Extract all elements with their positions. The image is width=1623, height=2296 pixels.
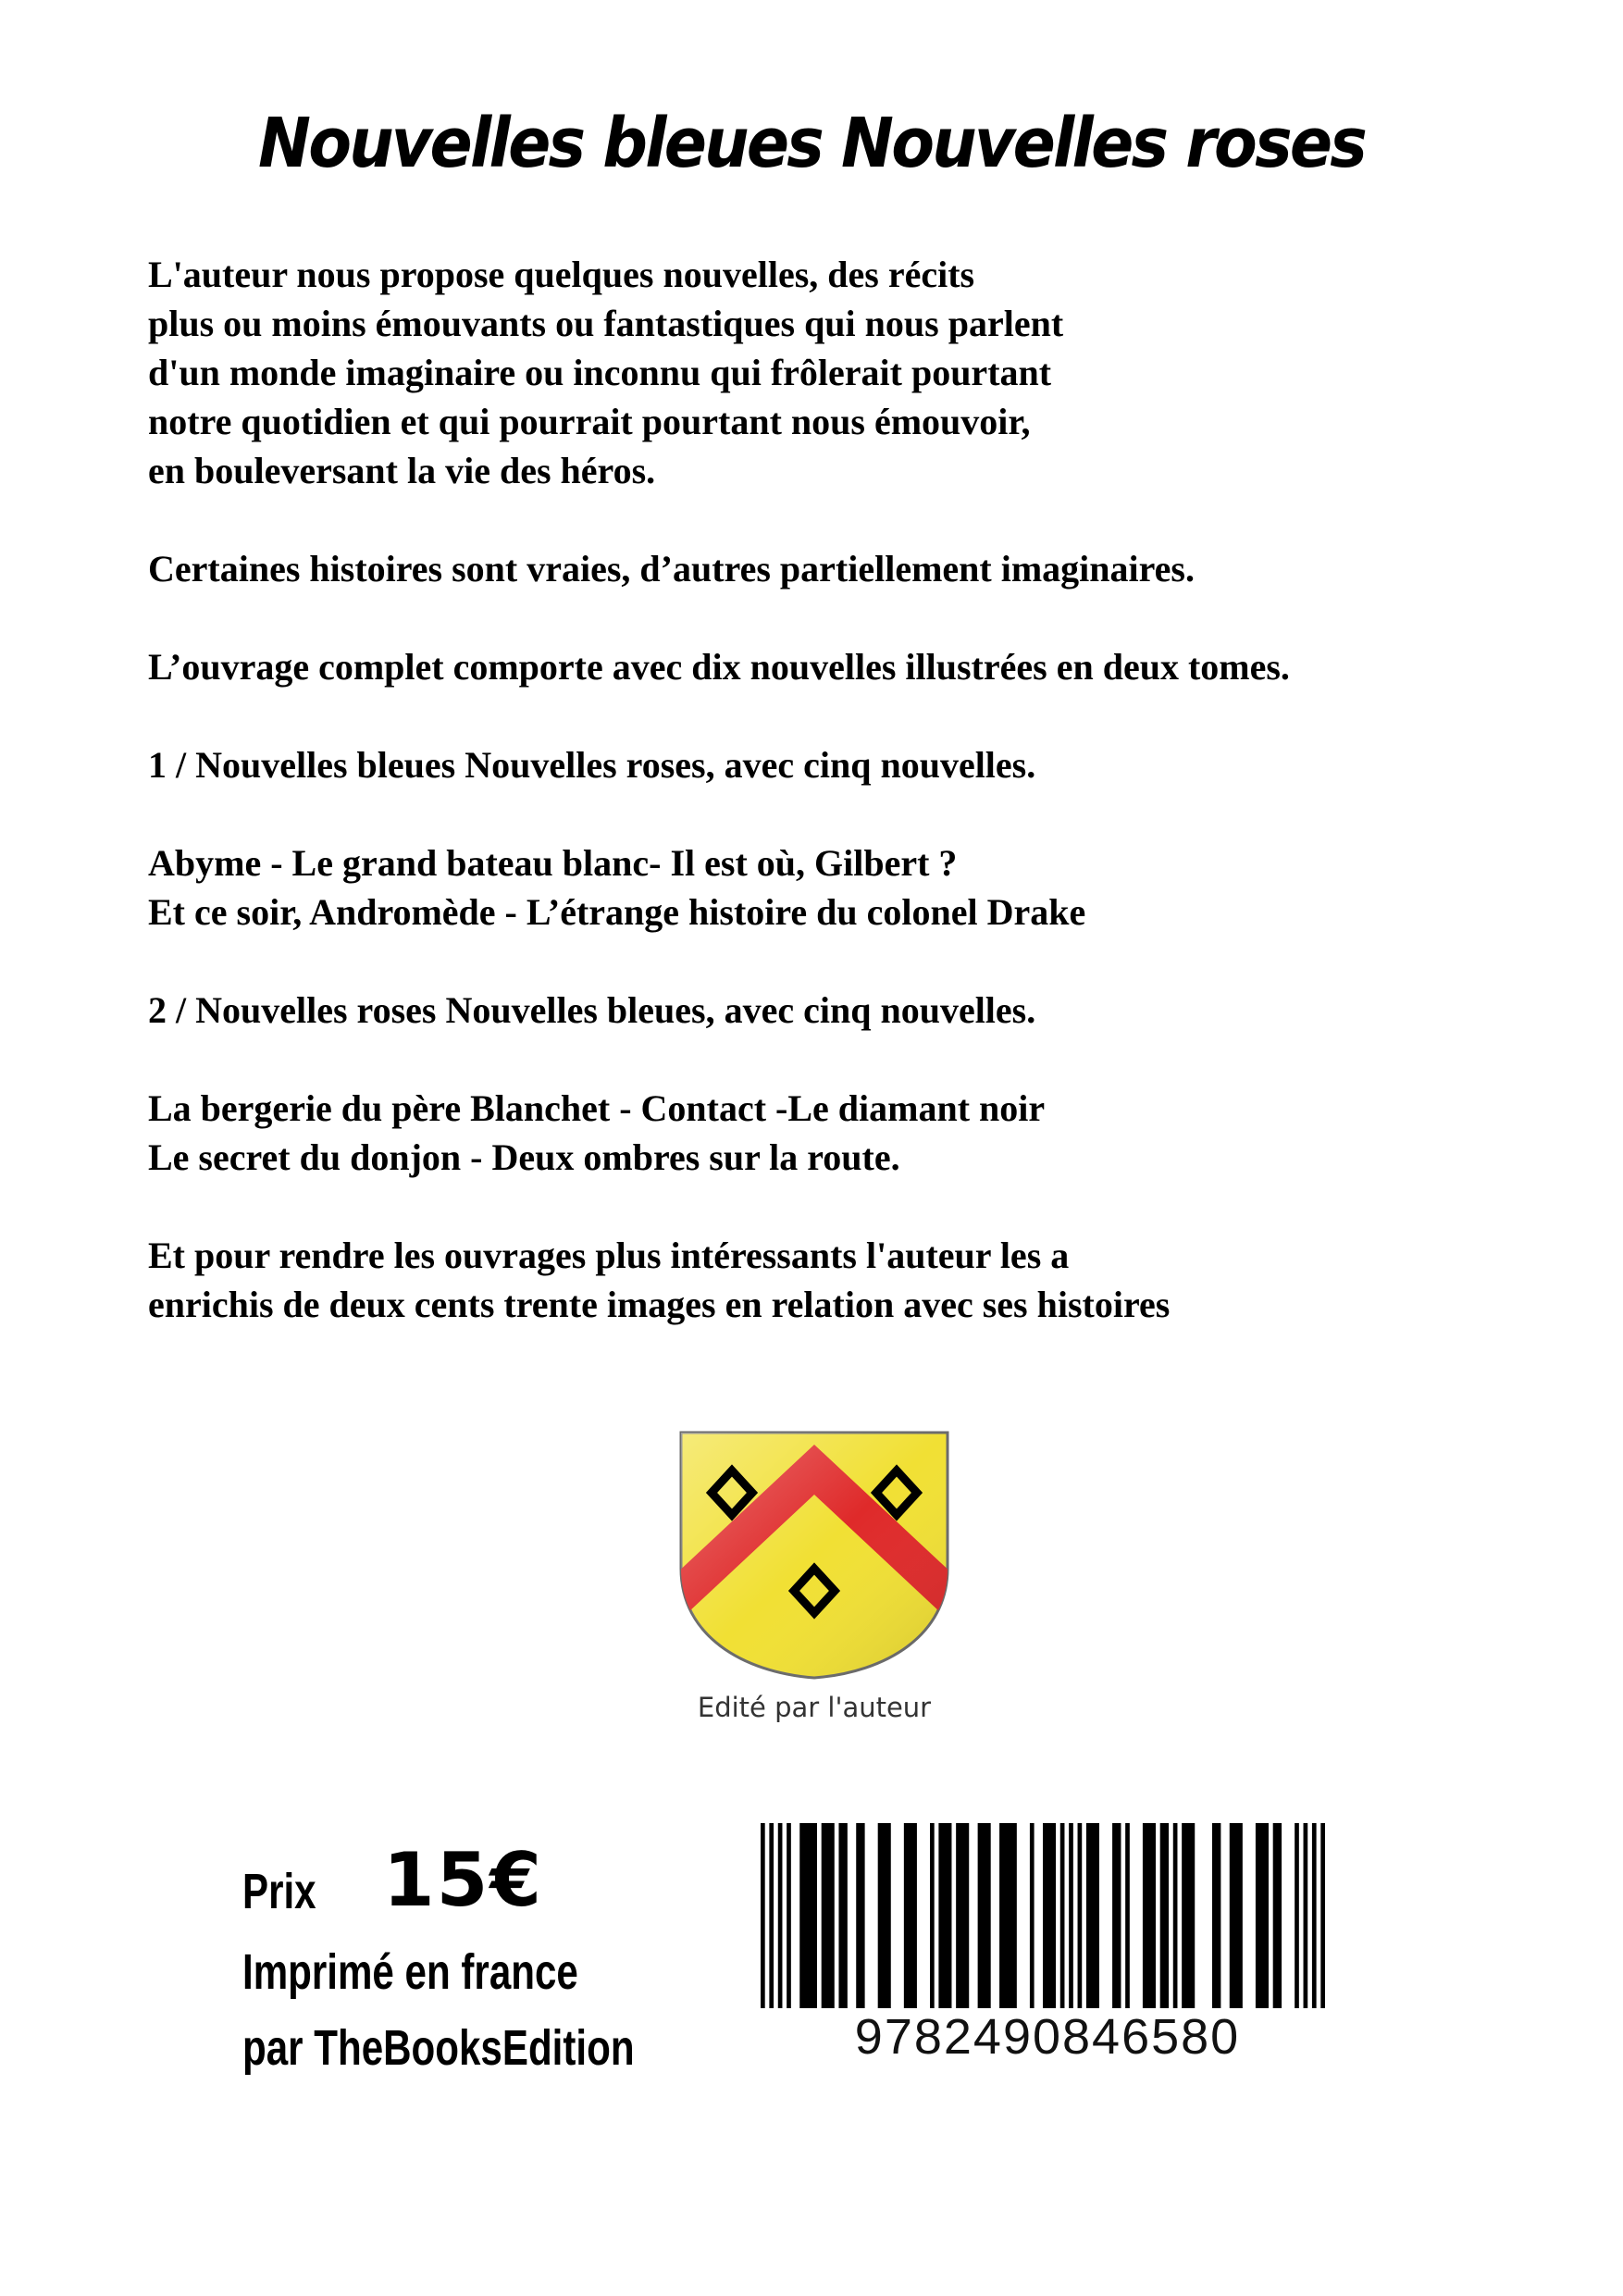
barcode-bar [999,1823,1017,2008]
paragraph-complete-work [148,642,1555,691]
barcode-bar [956,1823,969,2008]
text-line: 2 / Nouvelles roses Nouvelles bleues, avec cinq nouvelles. [148,989,1036,1031]
barcode-bar [878,1823,891,2008]
text-line: La bergerie du père Blanchet - Contact -Le diamant noir [148,1087,1046,1129]
barcode-bar [838,1823,847,2008]
book-title: Nouvelles bleues Nouvelles roses [257,104,1366,183]
barcode-bar [1086,1823,1099,2008]
barcode-bar [1043,1823,1056,2008]
publisher-emblem [666,1430,962,1735]
barcode-bar [822,1823,835,2008]
text-line: enrichis de deux cents trente images en relation avec ses histoires [148,1284,1171,1325]
barcode-bar [769,1823,774,2008]
text-line: 1 / Nouvelles bleues Nouvelles roses, avec cinq nouvelles. [148,744,1036,786]
printer-label: par TheBooksEdition [242,2020,635,2076]
text-line: Et pour rendre les ouvrages plus intéressants l'auteur les a [148,1235,1070,1276]
text-line: L'auteur nous propose quelques nouvelles, des récits [148,254,975,295]
isbn-barcode [751,1823,1344,2101]
text-line: L’ouvrage complet comporte avec dix nouvelles illustrées en deux tomes. [148,646,1290,688]
barcode-bar [1060,1823,1065,2008]
paragraph-images [148,1231,1555,1329]
barcode-bar [1030,1823,1035,2008]
printed-in-label: Imprimé en france [242,1944,578,2000]
barcode-bar [1182,1823,1195,2008]
book-description [148,250,1555,1378]
barcode-bar [1312,1823,1317,2008]
price-value: 15€ [383,1837,543,1923]
price-label: Prix [242,1864,316,1919]
text-line: d'un monde imaginaire ou inconnu qui frôlerait pourtant [148,352,1052,393]
barcode-bar [938,1823,951,2008]
paragraph-intro [148,250,1555,495]
text-line: Le secret du donjon - Deux ombres sur la route. [148,1136,900,1178]
barcode-bar [1078,1823,1083,2008]
barcode-bar [787,1823,791,2008]
text-line: plus ou moins émouvants ou fantastiques qui nous parlent [148,303,1064,344]
barcode-bar [1212,1823,1220,2008]
barcode-bar [978,1823,991,2008]
paragraph-volume-1 [148,740,1555,789]
barcode-bar [1173,1823,1178,2008]
text-line: Et ce soir, Andromède - L’étrange histoire du colonel Drake [148,891,1086,933]
emblem-caption: Edité par l'auteur [697,1692,932,1723]
text-line: en bouleversant la vie des héros. [148,450,656,491]
barcode-bar [904,1823,917,2008]
paragraph-volume-2-stories [148,1084,1555,1182]
barcode-bar [856,1823,864,2008]
barcode-bar [1143,1823,1156,2008]
barcode-bar [1295,1823,1299,2008]
paragraph-true-stories [148,544,1555,593]
barcode-bars [761,1823,1334,2008]
barcode-bar [778,1823,783,2008]
barcode-number: 9782490846580 [854,2009,1241,2065]
barcode-bar [1304,1823,1308,2008]
barcode-bar [1069,1823,1073,2008]
barcode-bar [930,1823,935,2008]
coat-of-arms-icon [678,1430,950,1680]
price-block [242,1837,761,2086]
barcode-bar [1230,1823,1243,2008]
barcode-bar [1160,1823,1169,2008]
barcode-bar [761,1823,765,2008]
paragraph-volume-1-stories [148,838,1555,937]
barcode-bar [1273,1823,1282,2008]
text-line: notre quotidien et qui pourrait pourtant nous émouvoir, [148,401,1031,442]
text-line: Certaines histoires sont vraies, d’autres partiellement imaginaires. [148,548,1195,590]
barcode-bar [1112,1823,1121,2008]
barcode-bar [1256,1823,1269,2008]
paragraph-volume-2 [148,986,1555,1035]
price-row [242,1837,761,1934]
barcode-bar [1320,1823,1325,2008]
barcode-bar [799,1823,817,2008]
barcode-bar [1125,1823,1130,2008]
text-line: Abyme - Le grand bateau blanc- Il est où, Gilbert ? [148,842,958,884]
